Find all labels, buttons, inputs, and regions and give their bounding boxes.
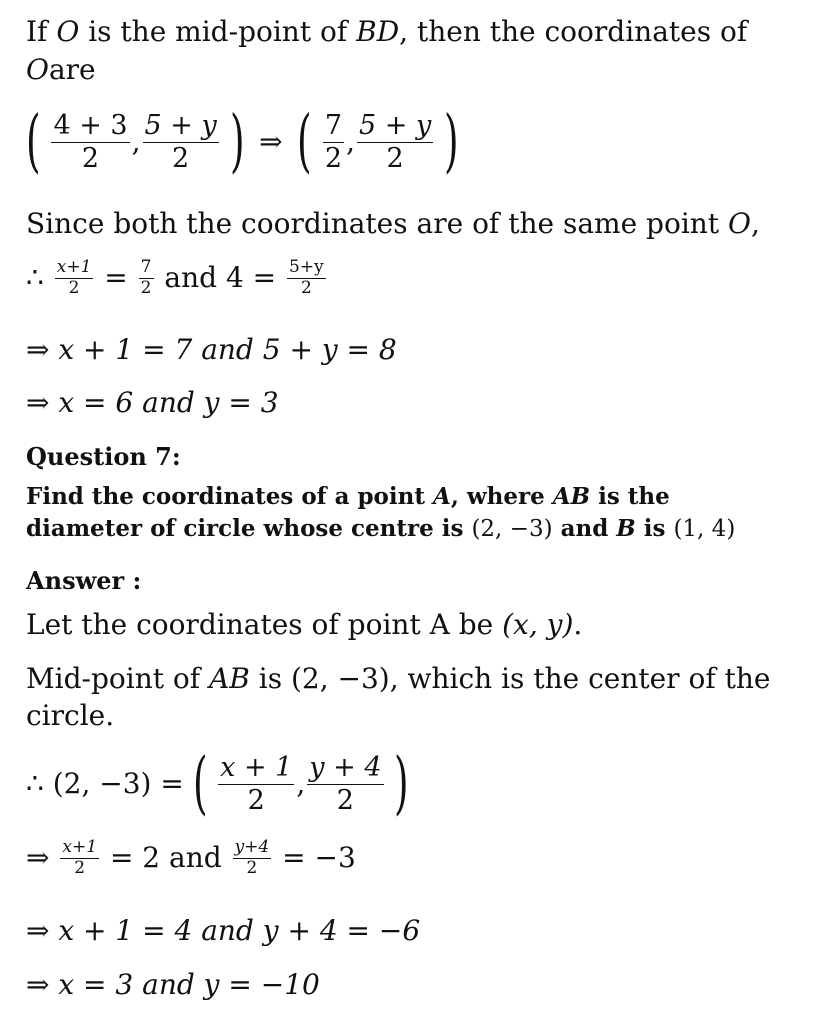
left-paren: ( bbox=[25, 102, 41, 181]
fraction: $\frac{4 + 3}{2}$ bbox=[53, 110, 128, 174]
question-line-1: Find the coordinates of a point A, where AB is the bbox=[26, 483, 670, 510]
answer-heading: Answer : bbox=[26, 566, 142, 595]
implies-symbol: ⇒ bbox=[259, 125, 283, 158]
intro-line-1 bbox=[26, 14, 747, 50]
answer-mid-line-1: Mid-point of AB is (2, −3), which is the center of the bbox=[26, 662, 771, 695]
answer-let-line: Let the coordinates of point A be (x, y). bbox=[26, 608, 583, 641]
point-O: O bbox=[727, 207, 751, 240]
point-A: A bbox=[433, 483, 451, 510]
segment-BD: BD bbox=[356, 15, 400, 48]
intro-text: If bbox=[26, 15, 57, 48]
fraction: $\frac{7}{2}$ bbox=[324, 110, 343, 174]
fraction: $\frac{5 + y}{2}$ bbox=[144, 110, 217, 174]
answer-equation-1: ∴ (2, −3) = ( $\frac{x + 1}{2}$ , $\frac{y + 4}{2}$ ) bbox=[26, 744, 409, 823]
fraction: $\frac{x+1}{2}$ bbox=[56, 257, 92, 298]
answer-equation-2: ⇒ $\frac{x+1}{2}$ = 2 and $\frac{y+4}{2}$ = −3 bbox=[26, 837, 356, 878]
right-paren: ) bbox=[444, 102, 459, 181]
fraction: $\frac{5+y}{2}$ bbox=[289, 257, 324, 298]
since-line: Since both the coordinates are of the same point O, bbox=[26, 207, 760, 240]
point-B-coords: (1, 4) bbox=[673, 516, 736, 542]
answer-mid-line-2: circle. bbox=[26, 699, 115, 732]
equation-4: ⇒ x = 6 and y = 3 bbox=[26, 386, 279, 419]
segment-AB: AB bbox=[552, 483, 591, 510]
question-heading: Question 7: bbox=[26, 442, 181, 471]
right-paren: ) bbox=[394, 744, 409, 823]
intro-text: , then the coordinates of bbox=[399, 15, 748, 48]
fraction: $\frac{x + 1}{2}$ bbox=[220, 752, 293, 816]
equation-3: ⇒ x + 1 = 7 and 5 + y = 8 bbox=[26, 333, 397, 366]
centre-point: (2, −3) bbox=[471, 516, 553, 542]
point-O: O bbox=[56, 15, 80, 48]
fraction: $\frac{y+4}{2}$ bbox=[234, 837, 270, 878]
point-B: B bbox=[616, 515, 636, 542]
question-line-2: diameter of circle whose centre is (2, −3) and B is (1, 4) bbox=[26, 515, 736, 542]
intro-text: are bbox=[48, 53, 96, 86]
point-O: O bbox=[26, 53, 49, 86]
intro-line-2 bbox=[26, 52, 96, 88]
answer-equation-4: ⇒ x = 3 and y = −10 bbox=[26, 968, 320, 1001]
right-paren: ) bbox=[229, 102, 245, 181]
fraction: $\frac{y + 4}{2}$ bbox=[309, 752, 382, 816]
segment-AB: AB bbox=[209, 662, 250, 695]
intro-text: is the mid-point of bbox=[79, 15, 357, 48]
midpoint-equation: ( $\frac{4 + 3}{2}$ , $\frac{5 + y}{2}$ ) ⇒ ( $\frac{7}{2}$ , $\frac{5 + y}{2}$ ) bbox=[25, 102, 459, 181]
fraction: $\frac{7}{2}$ bbox=[140, 257, 152, 298]
answer-equation-3: ⇒ x + 1 = 4 and y + 4 = −6 bbox=[26, 914, 421, 947]
left-paren: ( bbox=[297, 102, 313, 181]
fraction: $\frac{x+1}{2}$ bbox=[62, 837, 98, 878]
fraction: $\frac{5 + y}{2}$ bbox=[358, 110, 432, 174]
left-paren: ( bbox=[192, 744, 208, 823]
therefore-symbol: ∴ bbox=[26, 261, 44, 295]
implies-symbol: ⇒ bbox=[26, 841, 50, 875]
equation-2: ∴ $\frac{x+1}{2}$ = $\frac{7}{2}$ and 4 = $\frac{5+y}{2}$ bbox=[26, 257, 324, 298]
